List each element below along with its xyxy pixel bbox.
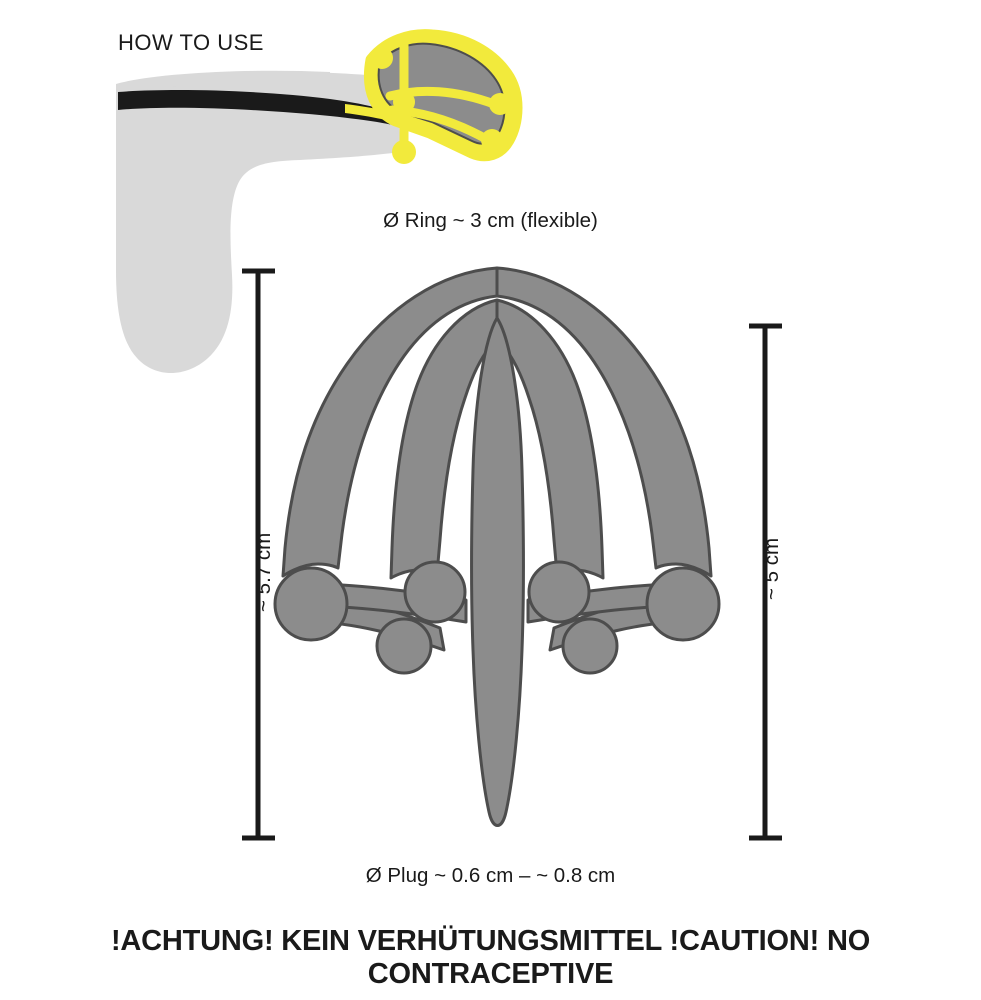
ring-height-measurement-label: ~ 5 cm [760,537,783,600]
caution-banner: !ACHTUNG! KEIN VERHÜTUNGSMITTEL !CAUTION! NO CONTRACEPTIVE [110,925,871,990]
how-to-use-label: HOW TO USE [118,30,264,55]
ring-diameter-label: Ø Ring ~ 3 cm (flexible) [383,209,598,232]
height-measurement-label: ~ 5.7 cm [252,532,275,612]
prostate-plug-icon [275,268,719,826]
plug-diameter-label: Ø Plug ~ 0.6 cm – ~ 0.8 cm [365,864,616,887]
